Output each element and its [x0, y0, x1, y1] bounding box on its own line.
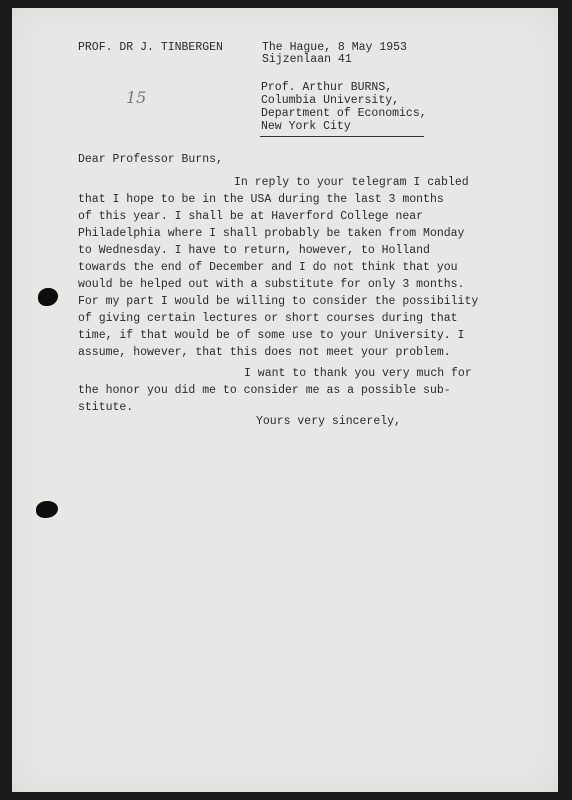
body-line: time, if that would be of some use to your University. I [78, 329, 465, 342]
address-underline [260, 136, 424, 137]
sender-street: Sijzenlaan 41 [262, 53, 352, 66]
body-line: would be helped out with a substitute for only 3 months. [78, 278, 465, 291]
body-line: Philadelphia where I shall probably be taken from Monday [78, 227, 465, 240]
recipient-line: Prof. Arthur BURNS, [261, 81, 393, 94]
recipient-line: Columbia University, [261, 94, 400, 107]
body-line: that I hope to be in the USA during the last 3 months [78, 193, 444, 206]
body-line: of this year. I shall be at Haverford College near [78, 210, 424, 223]
letter-page [12, 8, 558, 792]
body-line: I want to thank you very much for [244, 367, 472, 380]
body-line: For my part I would be willing to consider the possibility [78, 295, 479, 308]
pencil-annotation: 15 [126, 88, 147, 107]
place-date: The Hague, 8 May 1953 [262, 41, 407, 54]
body-line: of giving certain lectures or short courses during that [78, 312, 458, 325]
body-line: the honor you did me to consider me as a possible sub- [78, 384, 451, 397]
punch-hole [38, 288, 58, 306]
closing: Yours very sincerely, [256, 415, 401, 428]
salutation: Dear Professor Burns, [78, 153, 223, 166]
body-line: In reply to your telegram I cabled [234, 176, 469, 189]
body-line: to Wednesday. I have to return, however, to Holland [78, 244, 430, 257]
sender-name: PROF. DR J. TINBERGEN [78, 41, 223, 54]
body-line: towards the end of December and I do not think that you [78, 261, 458, 274]
punch-hole [36, 501, 58, 518]
recipient-line: New York City [261, 120, 351, 133]
body-line: assume, however, that this does not meet your problem. [78, 346, 451, 359]
recipient-line: Department of Economics, [261, 107, 427, 120]
body-line: stitute. [78, 401, 134, 414]
